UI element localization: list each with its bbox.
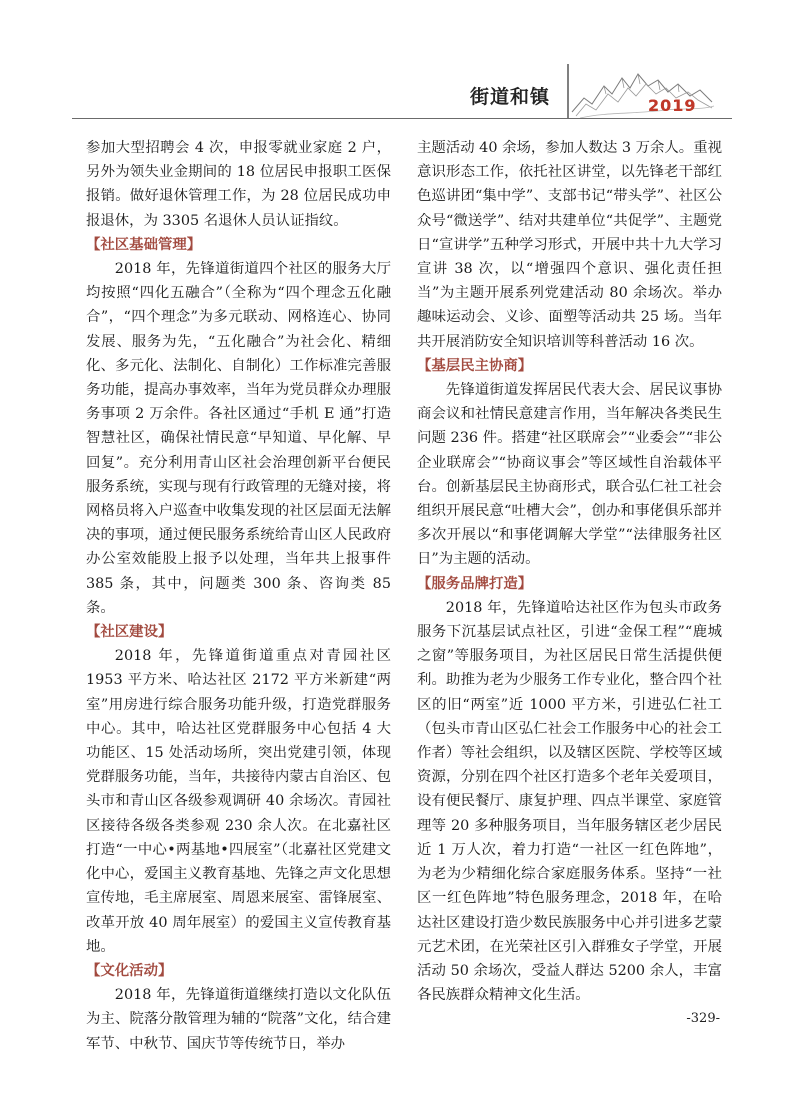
running-header-title: 街道和镇 xyxy=(470,86,551,108)
paragraph: 2018 年，先锋道哈达社区作为包头市政务服务下沉基层试点社区，引进“金保工程”“鹿城之窗”等服务项目，为社区居民日常生活提供便利。助推为老为少服务工作专业化，整合四个社区的旧“两室”近 1000 平方米，引进弘仁社工（包头市青山区弘仁社会工作服务中心的社会工作者）等社会组织，以及辖区医院、学校等区域资源，分别在四个社区打造多个老年关爱项目，设有便民餐厅、康复护理、四点半课堂、家庭管理等 20 多种服务项目，当年服务辖区老少居民近 1 万人次，着力打造“一社区一红色阵地”，为老为少精细化综合家庭服务体系。坚持“一社区一红色阵地”特色服务理念，2018 年，在哈达社区建设打造少数民族服务中心并引进多艺蒙元艺术团，在光荣社区引入群雅女子学堂，开展活动 50 余场次，受益人群达 5200 余人，丰富各民族群众精神文化生活。 xyxy=(417,599,722,1004)
paragraph: 2018 年，先锋道街道四个社区的服务大厅均按照“四化五融合”（全称为“四个理念五化融合”，“四个理念”为多元联动、网格连心、协同发展、服务为先，“五化融合”为社会化、精细化、多元化、法制化、自制化）工作标准完善服务功能，提高办事效率，当年为党员群众办理服务事项 2 万余件。各社区通过“手机 E 通”打造智慧社区，确保社情民意“早知道、早化解、早回复”。充分利用青山区社会治理创新平台便民服务系统，实现与现有行政管理的无缝对接，将网格员将入户巡查中收集发现的社区层面无法解决的事项，通过便民服务系统给青山区人民政府办公室效能股上报予以处理，当年共上报事件 385 条，其中，问题类 300 条、咨询类 85 条。 xyxy=(86,261,391,616)
paragraph: 主题活动 40 余场，参加人数达 3 万余人。重视意识形态工作，依托社区讲堂，以先锋老干部红色巡讲团“集中学”、支部书记“带头学”、社区公众号“微送学”、结对共建单位“共促学”、主题党日“宣讲学”五种学习形式，开展中共十九大学习宣讲 38 次，以“增强四个意识、强化责任担当”为主题开展系列党建活动 80 余场次。举办趣味运动会、义诊、面塑等活动共 25 场。当年共开展消防安全知识培训等科普活动 16 次。 xyxy=(417,140,722,350)
paragraph: 参加大型招聘会 4 次，申报零就业家庭 2 户，另外为领失业金期间的 18 位居民申报职工医保报销。做好退休管理工作，为 28 位居民成功申报退休，为 3305 名退休人员认证指纹。 xyxy=(86,140,391,229)
section-heading-community-building: 【社区建设】 xyxy=(86,623,173,641)
left-column xyxy=(86,136,391,1056)
year-text: 2019 xyxy=(648,96,697,115)
paragraph: 2018 年，先锋道街道重点对青园社区 1953 平方米、哈达社区 2172 平方米新建“两室”用房进行综合服务功能升级，打造党群服务中心。其中，哈达社区党群服务中心包括 4 大功能区、15 处活动场所，突出党建引领，体现党群服务功能，当年，共接待内蒙古自治区、包头市和青山区各级参观调研 40 余场次。青园社区接待各级各类参观 230 余人次。在北嘉社区打造“一中心•两基地•四展室”（北嘉社区党建文化中心，爱国主义教育基地、先锋之声文化思想宣传地，毛主席展室、周恩来展室、雷锋展室、改革开放 40 周年展室）的爱国主义宣传教育基地。 xyxy=(86,648,391,955)
right-column xyxy=(417,136,722,1007)
page-number: -329- xyxy=(686,1011,720,1026)
paragraph: 2018 年，先锋道街道继续打造以文化队伍为主、院落分散管理为辅的“院落”文化，结合建军节、中秋节、国庆节等传统节日，举办 xyxy=(86,987,391,1052)
section-heading-cultural-activities: 【文化活动】 xyxy=(86,961,173,979)
page-header xyxy=(0,0,804,130)
paragraph: 先锋道街道发挥居民代表大会、居民议事协商会议和社情民意建言作用，当年解决各类民生问题 236 件。搭建“社区联席会”“业委会”“非公企业联席会”“协商议事会”等区域性自治载体平台。创新基层民主协商形式，联合弘仁社工社会组织开展民意“吐槽大会”，创办和事佬俱乐部并多次开展以“和事佬调解大学堂”“法律服务社区日”为主题的活动。 xyxy=(417,382,722,568)
section-heading-grassroots-democracy: 【基层民主协商】 xyxy=(417,356,533,374)
header-rule xyxy=(72,118,732,119)
section-heading-community-basic-management: 【社区基础管理】 xyxy=(86,235,202,253)
year-label xyxy=(648,96,697,115)
section-heading-service-brand: 【服务品牌打造】 xyxy=(417,574,533,592)
